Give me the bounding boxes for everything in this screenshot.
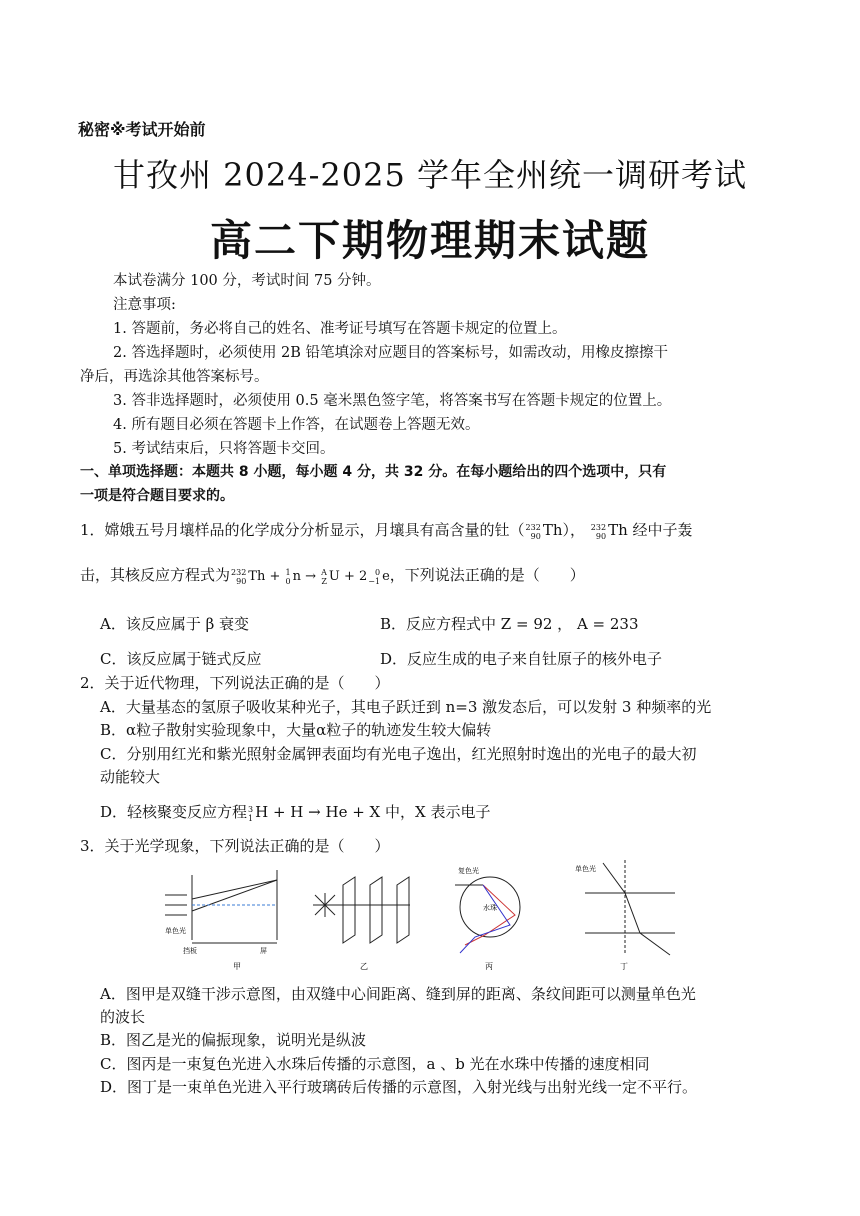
note-3: 3. 答非选择题时，必须使用 0.5 毫米黑色签字笔，将答案书写在答题卡规定的位置上。 xyxy=(113,393,672,409)
q2-option-c[interactable]: C．分别用红光和紫光照射金属钾表面均有光电子逸出，红光照射时逸出的光电子的最大初 xyxy=(100,745,697,763)
notes-intro: 本试卷满分 100 分，考试时间 75 分钟。 xyxy=(113,273,381,289)
label-fu-se-guang: 复色光 xyxy=(458,867,479,875)
note-5: 5. 考试结束后，只将答题卡交回。 xyxy=(113,441,335,457)
q3-figures xyxy=(165,855,685,975)
figure-ding-glass-slab xyxy=(585,860,675,955)
label-yi: 乙 xyxy=(360,962,368,971)
note-2b: 净后，再选涂其他答案标号。 xyxy=(80,369,269,385)
note-4: 4. 所有题目必须在答题卡上作答，在试题卷上答题无效。 xyxy=(113,417,480,433)
q1-option-b[interactable]: B．反应方程式中 Z = 92 ， A = 233 xyxy=(380,615,639,633)
q3-option-d[interactable]: D．图丁是一束单色光进入平行玻璃砖后传播的示意图，入射光线与出射光线一定不平行。 xyxy=(100,1078,698,1096)
label-dan-se-guang: 单色光 xyxy=(165,927,186,935)
q3-stem: 3．关于光学现象，下列说法正确的是（ ） xyxy=(80,837,390,855)
label-ping: 屏 xyxy=(260,947,267,955)
q2-option-a[interactable]: A．大量基态的氢原子吸收某种光子，其电子跃迁到 n=3 激发态后，可以发射 3 种频率的光 xyxy=(100,698,712,716)
section-1-heading: 一、单项选择题：本题共 8 小题，每小题 4 分，共 32 分。在每小题给出的四个选项中，只有 xyxy=(80,464,667,480)
q1-option-d[interactable]: D．反应生成的电子来自钍原子的核外电子 xyxy=(380,650,663,668)
q3-option-a[interactable]: A．图甲是双缝干涉示意图，由双缝中心间距离、缝到屏的距离、条纹间距可以测量单色光 xyxy=(100,985,696,1003)
label-ding: 丁 xyxy=(620,962,628,971)
figure-bing-water-drop xyxy=(455,877,520,953)
q2-stem: 2．关于近代物理，下列说法正确的是（ ） xyxy=(80,674,390,692)
q1-stem-line1: 1．嫦娥五号月壤样品的化学成分分析显示，月壤具有高含量的钍（ 232 90 Th）， 232 90 Th 经中子轰 xyxy=(80,521,693,541)
label-jia: 甲 xyxy=(233,962,241,971)
figure-yi-polarization xyxy=(313,877,410,943)
exam-subtitle: 高二下期物理期末试题 xyxy=(209,216,650,265)
q3-option-a-cont: 的波长 xyxy=(100,1008,146,1026)
q2-option-b[interactable]: B．α粒子散射实验现象中，大量α粒子的轨迹发生较大偏转 xyxy=(100,721,492,739)
label-dang-ban: 挡板 xyxy=(183,947,197,955)
q3-option-c[interactable]: C．图丙是一束复色光进入水珠后传播的示意图，a 、b 光在水珠中传播的速度相同 xyxy=(100,1055,650,1073)
confidential-label: 秘密※考试开始前 xyxy=(78,120,206,139)
q1-option-c[interactable]: C．该反应属于链式反应 xyxy=(100,650,262,668)
q2-option-d[interactable]: D．轻核聚变反应方程 3 1 H + H → He + X 中，X 表示电子 xyxy=(100,803,491,823)
note-2a: 2. 答选择题时，必须使用 2B 铅笔填涂对应题目的答案标号，如需改动，用橡皮擦擦干 xyxy=(113,345,669,361)
note-1: 1. 答题前，务必将自己的姓名、准考证号填写在答题卡规定的位置上。 xyxy=(113,321,567,337)
exam-title: 甘孜州 2024-2025 学年全州统一调研考试 xyxy=(112,156,748,194)
section-1-heading-cont: 一项是符合题目要求的。 xyxy=(80,488,234,504)
label-shui-zhu: 水珠 xyxy=(483,904,497,912)
notes-heading: 注意事项: xyxy=(113,297,176,313)
q2-option-c-cont: 动能较大 xyxy=(100,768,161,786)
label-bing: 丙 xyxy=(485,962,493,971)
q3-option-b[interactable]: B．图乙是光的偏振现象，说明光是纵波 xyxy=(100,1031,367,1049)
q1-equation: 232 90 Th + 1 0 n → A Z U + 2 0 −1 e xyxy=(231,567,390,586)
q1-stem-line2: 击，其核反应方程式为 232 90 Th + 1 0 n → A Z U + 2 0 −1 e，下列说法正确的是（ ） xyxy=(80,566,585,586)
q1-option-a[interactable]: A．该反应属于 β 衰变 xyxy=(100,615,250,633)
label-ding-dan-se-guang: 单色光 xyxy=(575,865,596,873)
